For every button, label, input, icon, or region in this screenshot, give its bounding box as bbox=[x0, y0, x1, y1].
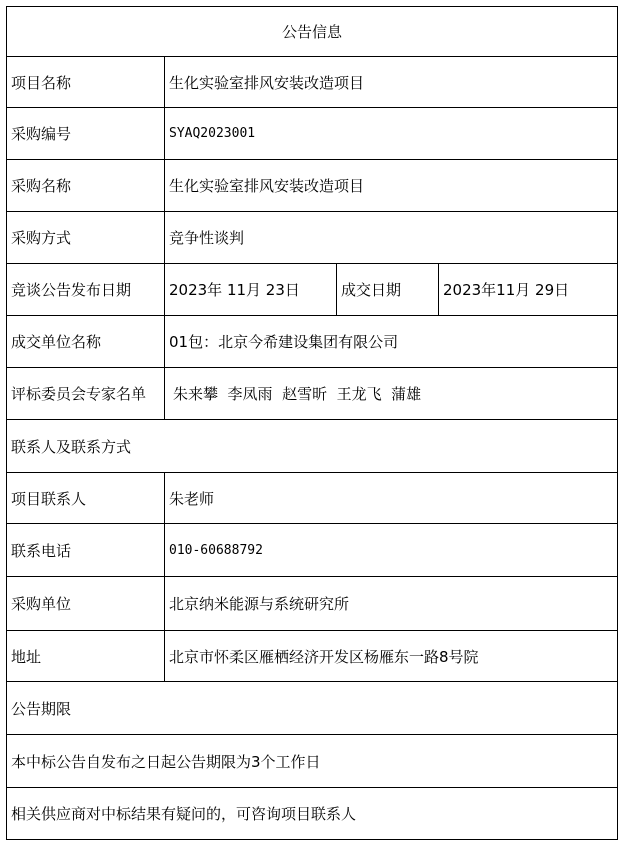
value-purchase-no: SYAQ2023001 bbox=[169, 126, 256, 141]
label-phone: 联系电话 bbox=[7, 524, 165, 576]
label-purchase-name: 采购名称 bbox=[7, 160, 165, 211]
row-contact-person bbox=[7, 473, 617, 524]
value-purchase-name: 生化实验室排风安装改造项目 bbox=[169, 177, 365, 195]
value-purchaser: 北京纳米能源与系统研究所 bbox=[169, 595, 350, 613]
label-address: 地址 bbox=[7, 631, 165, 681]
period-text: 本中标公告自发布之日起公告期限为3个工作日 bbox=[11, 752, 321, 771]
announcement-table bbox=[6, 6, 618, 840]
period-section-heading: 公告期限 bbox=[11, 699, 72, 718]
value-deal-date: 2023年11月 29日 bbox=[443, 281, 570, 299]
value-experts: 朱来攀 李凤雨 赵雪昕 王龙飞 蒲雄 bbox=[173, 385, 422, 403]
value-winner: 01包：北京今希建设集团有限公司 bbox=[169, 333, 399, 351]
label-contact-person: 项目联系人 bbox=[7, 473, 165, 523]
row-purchaser bbox=[7, 577, 617, 631]
row-purchase-name bbox=[7, 160, 617, 212]
row-address bbox=[7, 631, 617, 682]
value-publish-date: 2023年 11月 23日 bbox=[165, 264, 337, 315]
row-phone bbox=[7, 524, 617, 577]
contact-section-heading: 联系人及联系方式 bbox=[11, 437, 132, 456]
label-winner: 成交单位名称 bbox=[7, 316, 165, 367]
label-project-name: 项目名称 bbox=[7, 57, 165, 107]
label-purchase-no: 采购编号 bbox=[7, 108, 165, 159]
row-purchase-no bbox=[7, 108, 617, 160]
label-purchaser: 采购单位 bbox=[7, 577, 165, 630]
row-project-name bbox=[7, 57, 617, 108]
value-purchase-method: 竞争性谈判 bbox=[169, 229, 245, 247]
value-project-name: 生化实验室排风安装改造项目 bbox=[169, 73, 365, 92]
value-address: 北京市怀柔区雁栖经济开发区杨雁东一路8号院 bbox=[169, 647, 479, 666]
row-winner bbox=[7, 316, 617, 368]
label-publish-date: 竞谈公告发布日期 bbox=[7, 264, 165, 315]
row-footer bbox=[7, 788, 617, 839]
table-title: 公告信息 bbox=[281, 23, 342, 41]
row-contact-header bbox=[7, 420, 617, 473]
value-contact-person: 朱老师 bbox=[169, 489, 215, 508]
row-period-text bbox=[7, 735, 617, 788]
footer-text: 相关供应商对中标结果有疑问的，可咨询项目联系人 bbox=[11, 805, 357, 823]
title-row bbox=[7, 7, 617, 57]
row-period-header bbox=[7, 682, 617, 735]
label-purchase-method: 采购方式 bbox=[7, 212, 165, 263]
row-dates bbox=[7, 264, 617, 316]
row-purchase-method bbox=[7, 212, 617, 264]
label-deal-date: 成交日期 bbox=[337, 264, 439, 315]
label-experts: 评标委员会专家名单 bbox=[7, 368, 165, 419]
row-experts bbox=[7, 368, 617, 420]
value-phone: 010-60688792 bbox=[169, 542, 263, 558]
